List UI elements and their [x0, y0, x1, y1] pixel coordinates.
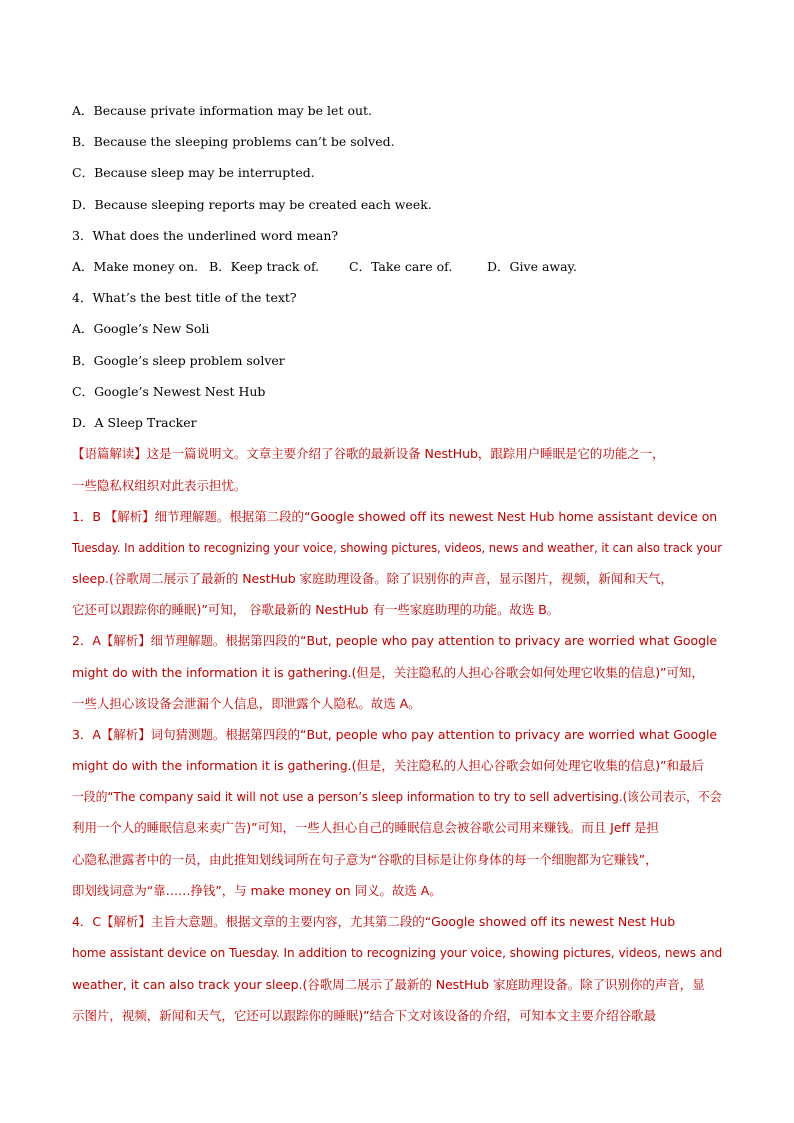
analysis-line: Tuesday. In addition to recognizing your voice, showing pictures, videos, news and weather, it can also track your	[72, 540, 722, 555]
q3-option-a: A．Make money on.	[72, 259, 199, 274]
analysis-line: 一些人担心该设备会泄漏个人信息，即泄露个人隐私。故选 A。	[72, 696, 421, 711]
q3-stem: 3．What does the underlined word mean?	[72, 228, 339, 243]
analysis-line: 1．B 【解析】细节理解题。根据第二段的“Google showed off its newest Nest Hub home assistant device on	[72, 509, 718, 524]
analysis-line: 示图片，视频，新闻和天气，它还可以跟踪你的睡眠)”结合下文对该设备的介绍，可知本文主要介绍谷歌最	[72, 1008, 656, 1023]
q3-options	[72, 259, 577, 275]
q2-option-b: B．Because the sleeping problems can’t be solved.	[72, 134, 395, 149]
q4-option-d: D．A Sleep Tracker	[72, 415, 197, 430]
q3-option-c: C．Take care of.	[349, 259, 453, 274]
analysis-line: 2．A【解析】细节理解题。根据第四段的“But, people who pay attention to privacy are worried what Google	[72, 633, 718, 648]
analysis-line: 一些隐私权组织对此表示担忧。	[72, 478, 247, 493]
q2-option-a: A．Because private information may be let out.	[72, 103, 373, 118]
analysis-line: 【语篇解读】这是一篇说明文。文章主要介绍了谷歌的最新设备 NestHub，跟踪用户睡眠是它的功能之一，	[72, 446, 665, 461]
analysis-line: 利用一个人的睡眠信息来卖广告)”可知，一些人担心自己的睡眠信息会被谷歌公司用来赚钱。而且 Jeff 是担	[72, 820, 659, 835]
q4-option-a: A．Google’s New Soli	[72, 321, 210, 336]
q4-option-b: B．Google’s sleep problem solver	[72, 353, 285, 368]
analysis-line: 它还可以跟踪你的睡眠)”可知， 谷歌最新的 NestHub 有一些家庭助理的功能。故选 B。	[72, 602, 560, 617]
q2-option-d: D．Because sleeping reports may be created each week.	[72, 197, 432, 212]
analysis-line: weather, it can also track your sleep.(谷歌周二展示了最新的 NestHub 家庭助理设备。除了识别你的声音，显	[72, 977, 705, 992]
q3-option-b: B．Keep track of.	[209, 259, 320, 274]
analysis-line: 一段的“The company said it will not use a person’s sleep information to try to sell advertising.(该公司表示，不会	[72, 789, 722, 804]
q2-option-c: C．Because sleep may be interrupted.	[72, 165, 315, 180]
analysis-line: 3．A【解析】词句猜测题。根据第四段的“But, people who pay attention to privacy are worried what Google	[72, 727, 718, 742]
q4-option-c: C．Google’s Newest Nest Hub	[72, 384, 266, 399]
analysis-line: 心隐私泄露者中的一员，由此推知划线词所在句子意为“谷歌的目标是让你身体的每一个细胞都为它赚钱”，	[72, 852, 658, 867]
analysis-line: 即划线词意为“靠……挣钱”，与 make money on 同义。故选 A。	[72, 883, 442, 898]
analysis-line: home assistant device on Tuesday. In addition to recognizing your voice, showing pictures, videos, news and	[72, 945, 723, 960]
analysis-line: sleep.(谷歌周二展示了最新的 NestHub 家庭助理设备。除了识别你的声音，显示图片，视频，新闻和天气，	[72, 571, 674, 586]
analysis-line: might do with the information it is gathering.(但是，关注隐私的人担心谷歌会如何处理它收集的信息)”和最后	[72, 758, 704, 773]
analysis-line: 4．C【解析】主旨大意题。根据文章的主要内容，尤其第二段的“Google showed off its newest Nest Hub	[72, 914, 676, 929]
q4-stem: 4．What’s the best title of the text?	[72, 290, 297, 305]
analysis-line: might do with the information it is gathering.(但是，关注隐私的人担心谷歌会如何处理它收集的信息)”可知，	[72, 665, 704, 680]
q3-option-d: D．Give away.	[487, 259, 577, 274]
